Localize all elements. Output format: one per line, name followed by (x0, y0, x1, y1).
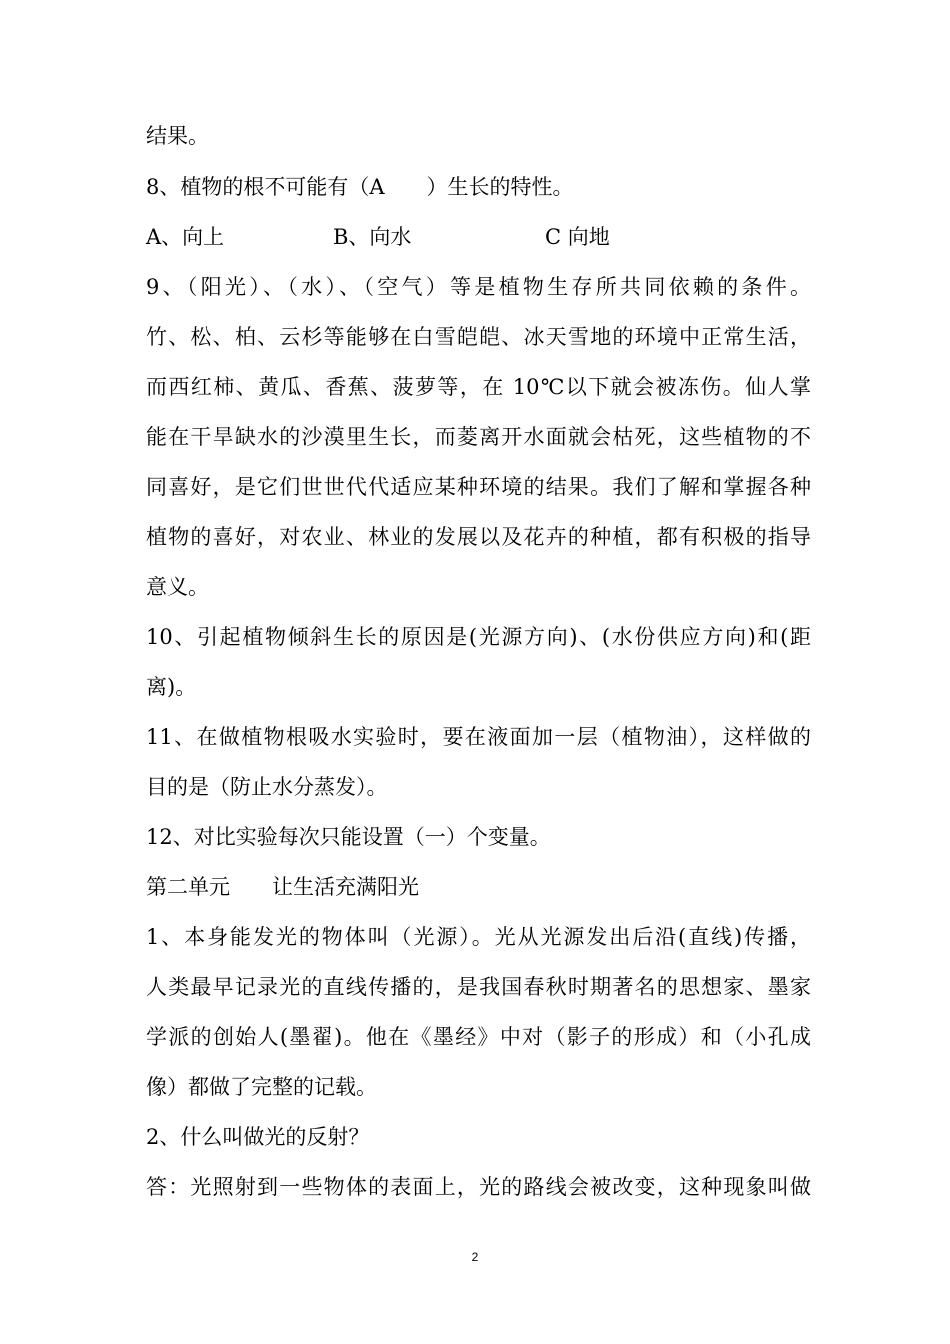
paragraph-line: 学派的创始人(墨翟)。他在《墨经》中对（影子的形成）和（小孔成 (146, 1025, 811, 1049)
question-8-options (146, 222, 811, 252)
question-11: 11、在做植物根吸水实验时，要在液面加一层（植物油），这样做的 (146, 725, 811, 749)
question-8: 8、植物的根不可能有（A ）生长的特性。 (146, 175, 574, 199)
question-12: 12、对比实验每次只能设置（一）个变量。 (146, 825, 551, 849)
paragraph-line: 意义。 (146, 575, 209, 599)
paragraph-line: 像）都做了完整的记载。 (146, 1075, 377, 1099)
unit2-question-2: 2、什么叫做光的反射？ (146, 1125, 370, 1149)
paragraph-line: 植物的喜好，对农业、林业的发展以及花卉的种植，都有积极的指导 (146, 525, 811, 549)
unit2-question-1: 1、本身能发光的物体叫（光源）。光从光源发出后沿(直线)传播， (146, 925, 811, 949)
paragraph-line: 竹、松、柏、云杉等能够在白雪皑皑、冰天雪地的环境中正常生活， (146, 325, 811, 349)
question-10: 10、引起植物倾斜生长的原因是(光源方向)、(水份供应方向)和(距 (146, 625, 811, 649)
paragraph-line: 人类最早记录光的直线传播的，是我国春秋时期著名的思想家、墨家 (146, 975, 811, 999)
option-c: C 向地 (545, 225, 610, 249)
text-line: 结果。 (146, 124, 209, 148)
option-a: A、向上 (146, 225, 225, 249)
paragraph-line: 而西红柿、黄瓜、香蕉、菠萝等，在 10℃以下就会被冻伤。仙人掌 (146, 375, 811, 399)
page-number: 2 (471, 1250, 479, 1264)
unit-heading: 第二单元 让生活充满阳光 (146, 875, 419, 899)
paragraph-line: 目的是（防止水分蒸发）。 (146, 775, 388, 799)
paragraph-line: 能在干旱缺水的沙漠里生长，而菱离开水面就会枯死，这些植物的不 (146, 425, 811, 449)
answer-line: 答：光照射到一些物体的表面上，光的路线会被改变，这种现象叫做 (146, 1175, 811, 1199)
paragraph-line: 同喜好，是它们世世代代适应某种环境的结果。我们了解和掌握各种 (146, 475, 811, 499)
question-9: 9、（阳光）、（水）、（空气）等是植物生存所共同依赖的条件。 (146, 275, 811, 299)
paragraph-line: 离)。 (146, 675, 197, 699)
option-b: B、向水 (333, 225, 412, 249)
